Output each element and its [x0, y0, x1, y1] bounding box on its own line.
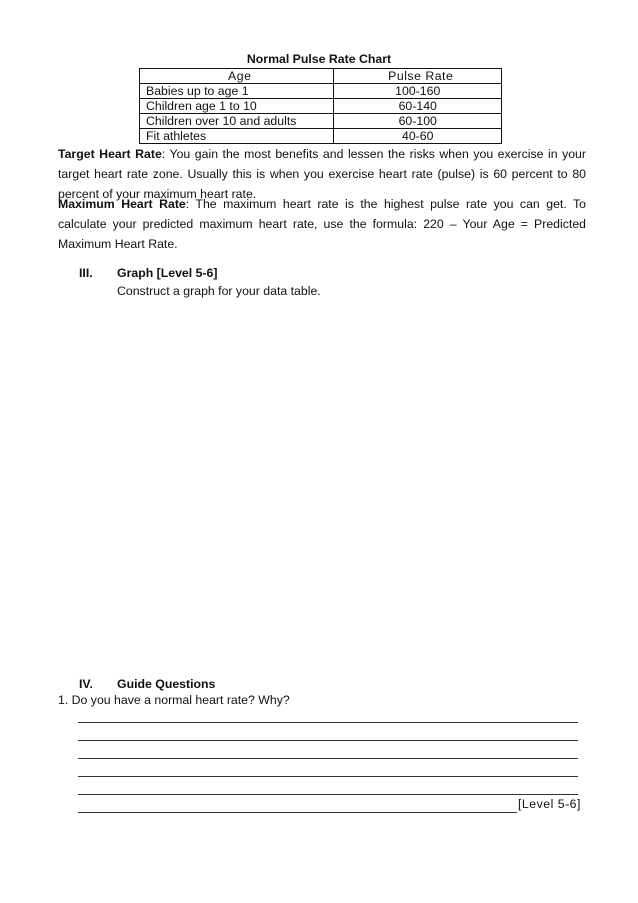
rate-cell: 60-140 [334, 99, 502, 114]
section-3-title: Graph [Level 5-6] [117, 266, 218, 280]
rate-cell: 40-60 [334, 129, 502, 144]
section-4-number: IV. [79, 677, 93, 691]
age-cell: Babies up to age 1 [140, 84, 334, 99]
answer-line[interactable] [78, 776, 578, 777]
section-3-instruction: Construct a graph for your data table. [117, 284, 321, 298]
question-1-text: 1. Do you have a normal heart rate? Why? [58, 693, 290, 707]
table-row [140, 84, 502, 99]
age-cell: Children age 1 to 10 [140, 99, 334, 114]
table-row [140, 99, 502, 114]
target-heart-rate-term: Target Heart Rate [58, 147, 162, 161]
maximum-heart-rate-term: Maximum Heart Rate [58, 197, 186, 211]
maximum-heart-rate-text: : The maximum heart rate is the highest pulse rate you can get. To calculate your predicted maximum heart rate, use the formula: 220 – Your Age = Predicted Maximum Heart Rate. [58, 197, 586, 251]
column-header-pulse-rate: Pulse Rate [334, 69, 502, 84]
answer-line[interactable] [78, 812, 517, 813]
answer-line[interactable] [78, 758, 578, 759]
table-row [140, 114, 502, 129]
section-4-title: Guide Questions [117, 677, 216, 691]
maximum-heart-rate-paragraph [58, 194, 586, 254]
section-3-number: III. [79, 266, 93, 280]
rate-cell: 100-160 [334, 84, 502, 99]
age-cell: Fit athletes [140, 129, 334, 144]
age-cell: Children over 10 and adults [140, 114, 334, 129]
target-heart-rate-text: : You gain the most benefits and lessen the risks when you exercise in your target heart rate zone. Usually this is when you exercise heart rate (pulse) is 60 percent to 80 percent of your maximum heart rate. [58, 147, 586, 201]
rate-cell: 60-100 [334, 114, 502, 129]
table-row [140, 129, 502, 144]
answer-line[interactable] [78, 722, 578, 723]
pulse-rate-table [139, 68, 502, 144]
chart-title: Normal Pulse Rate Chart [246, 52, 392, 66]
answer-line[interactable] [78, 794, 578, 795]
answer-line[interactable] [78, 740, 578, 741]
question-1-level: [Level 5-6] [518, 797, 581, 811]
table-header-row [140, 69, 502, 84]
column-header-age: Age [140, 69, 334, 84]
